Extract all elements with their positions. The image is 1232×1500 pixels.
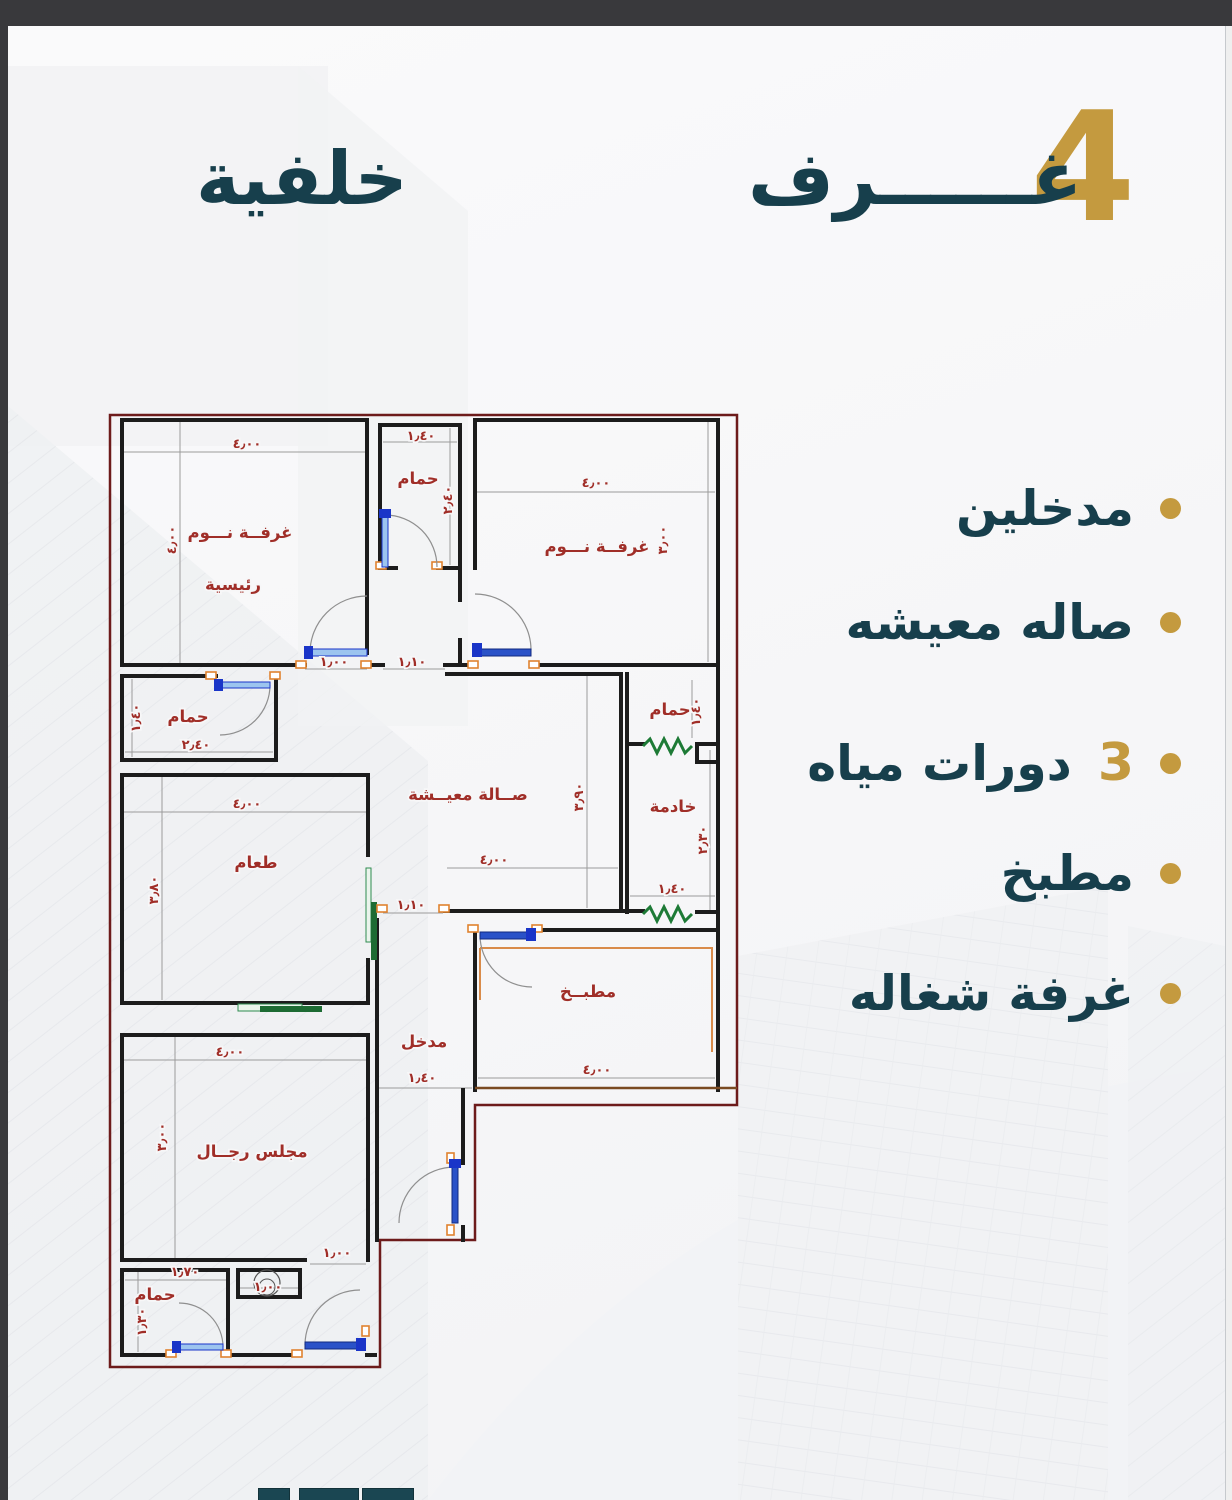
door-leaf (382, 515, 388, 567)
feature-entrances (956, 478, 1181, 538)
viewer-right-edge (1225, 26, 1226, 1500)
viewer-left-bar (0, 0, 8, 1500)
dim-bedroom2-h: ٣٫٠٠ (656, 525, 671, 555)
dim-dining-w: ٤٫٠٠ (232, 797, 262, 812)
door-leaf (305, 1342, 360, 1349)
door-leaf (179, 1344, 223, 1350)
door-hinge (214, 679, 223, 691)
feature-bathrooms (807, 733, 1181, 793)
window-icon (371, 902, 377, 960)
room-label-majlis: مجلس رجــال (196, 1142, 308, 1161)
floor-plan (100, 400, 750, 1375)
door-leaf (480, 932, 528, 939)
bullet-icon (1160, 863, 1181, 884)
room-label-maid-room: خادمة (649, 797, 697, 816)
door-arc (475, 594, 531, 650)
dim-bath-right-h: ١٫٤٠ (689, 697, 704, 727)
room-label-bathroom-left: حمام (167, 707, 209, 726)
door-hinge (356, 1338, 366, 1351)
bullet-icon (1160, 983, 1181, 1004)
room-label-bathroom-top: حمام (397, 469, 439, 488)
dim-hall-opening: ١٫٠٠ (319, 655, 349, 670)
door-arc (310, 596, 367, 653)
door-arc (399, 1167, 455, 1223)
room-label-entry: مدخل (400, 1032, 448, 1051)
door-leaf (478, 649, 531, 656)
door-arc (179, 1303, 223, 1347)
feature-label: صاله معيشه (845, 593, 1134, 651)
feature-label: مدخلين (955, 479, 1134, 537)
dim-kitchen-w: ٤٫٠٠ (582, 1063, 612, 1078)
dim-basin: ١٫٠٠ (253, 1280, 283, 1295)
dim-majlis-h: ٣٫٠٠ (155, 1122, 170, 1152)
room-label-bedroom-2: غرفــة نـــوم (544, 537, 650, 556)
dim-hall-opening-2: ١٫١٠ (397, 655, 427, 670)
bullet-icon (1160, 612, 1181, 633)
dim-entry-w: ١٫٤٠ (407, 1071, 437, 1086)
plan-walls (122, 420, 718, 1355)
window-zigzag-icon (643, 739, 692, 753)
dim-master-h: ٤٫٠٠ (165, 525, 180, 555)
dim-living-opening: ١٫١٠ (396, 898, 426, 913)
door-hinge (304, 646, 313, 659)
dim-bath-left-h: ١٫٤٠ (129, 703, 144, 733)
door-hinge (172, 1341, 181, 1353)
dim-bath-top-w: ١٫٤٠ (406, 429, 436, 444)
feature-label: مطبخ (1000, 844, 1134, 902)
footer-stub (299, 1488, 359, 1500)
plan-outer-border (110, 415, 737, 1367)
door-hinge (526, 928, 536, 941)
feature-living-hall (846, 592, 1182, 652)
feature-kitchen (1001, 843, 1181, 903)
dim-bedroom2-w: ٤٫٠٠ (581, 476, 611, 491)
room-label-bathroom-right: حمام (649, 700, 691, 719)
door-leaf (452, 1167, 458, 1223)
feature-label: غرفة شغاله (848, 964, 1134, 1022)
dim-dining-h: ٣٫٨٠ (147, 875, 162, 905)
dim-bath-bottom-w: ١٫٧٠ (170, 1265, 200, 1280)
dim-master-w: ٤٫٠٠ (232, 437, 262, 452)
dim-living-w: ٤٫٠٠ (479, 853, 509, 868)
door-hinge (472, 643, 482, 657)
window-icon (366, 868, 371, 942)
bullet-icon (1160, 753, 1181, 774)
rooms-word: غــــــرف (748, 136, 1083, 222)
dim-bath-top-h: ٢٫٤٠ (441, 485, 456, 515)
dim-living-h: ٣٫٩٠ (572, 782, 587, 812)
feature-label: دورات مياه (807, 734, 1072, 792)
footer-stub (362, 1488, 414, 1500)
dim-majlis-w: ٤٫٠٠ (215, 1045, 245, 1060)
tower-shape-1 (8, 66, 328, 446)
doors (172, 509, 536, 1353)
room-label-master-bedroom-2: رئيسية (205, 575, 261, 594)
room-label-master-bedroom: غرفــة نـــوم (187, 523, 293, 542)
feature-maid-room (849, 963, 1181, 1023)
dim-maid-h: ٢٫٣٠ (696, 825, 711, 855)
dim-bath-bottom-h: ١٫٣٠ (135, 1307, 150, 1337)
room-label-dining: طعام (234, 853, 278, 872)
dim-majlis-opening: ١٫٠٠ (322, 1246, 352, 1261)
door-hinge (449, 1159, 461, 1168)
door-arc (480, 935, 532, 987)
dim-bath-left-w: ٢٫٤٠ (181, 738, 211, 753)
viewer-right-pad (1226, 26, 1232, 1500)
dim-maid-w: ١٫٤٠ (657, 882, 687, 897)
rooms-count: 4 (1030, 79, 1136, 256)
footer-stub (258, 1488, 290, 1500)
window-icon (260, 1006, 322, 1012)
title-back-word: خلفية (196, 136, 408, 222)
viewer-top-bar (0, 0, 1232, 26)
door-leaf (220, 682, 270, 688)
door-arc (385, 515, 437, 567)
window-zigzag-icon (643, 907, 692, 921)
door-arc (305, 1290, 360, 1345)
bullet-icon (1160, 498, 1181, 519)
room-label-bathroom-bottom: حمام (134, 1285, 176, 1304)
door-hinge (379, 509, 391, 518)
door-arc (220, 685, 270, 735)
room-label-kitchen: مطبــخ (559, 982, 617, 1001)
feature-count: 3 (1097, 733, 1134, 793)
room-label-living-hall: صــالة معيــشة (408, 785, 528, 804)
